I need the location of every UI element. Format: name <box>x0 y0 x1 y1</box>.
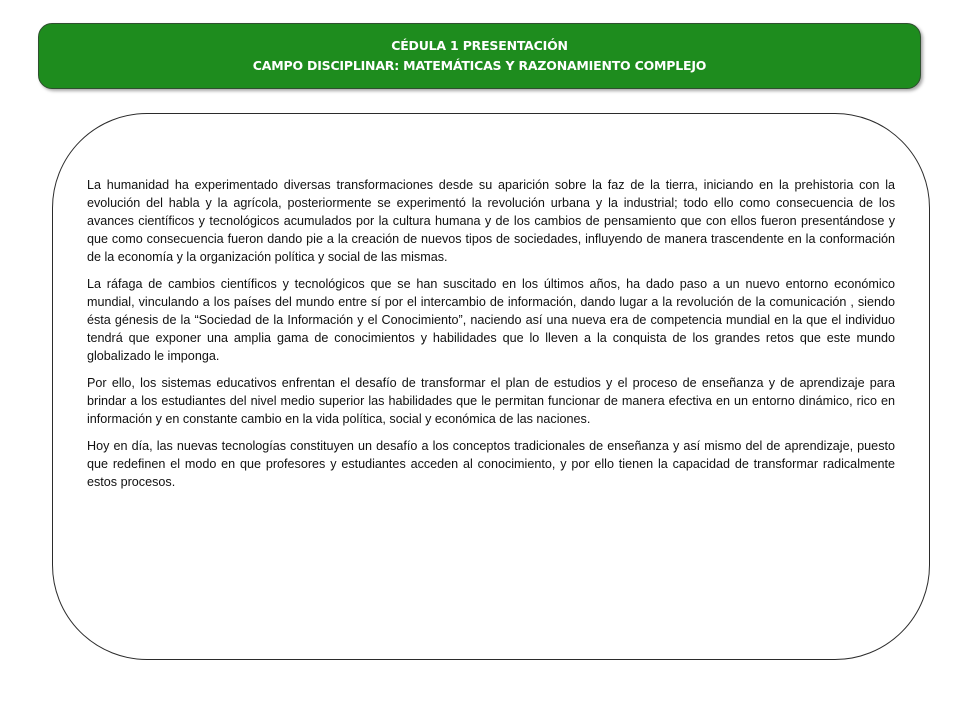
header-banner <box>38 23 921 89</box>
paragraph-3: Por ello, los sistemas educativos enfrentan el desafío de transformar el plan de estudios y el proceso de enseñanza y de aprendizaje para brindar a los estudiantes del nivel medio superior las habilidades que le permitan funcionar de manera efectiva en un entorno dinámico, rico en información y en constante cambio en la vida política, social y económica de las naciones. <box>87 376 895 426</box>
paragraph-2: La ráfaga de cambios científicos y tecnológicos que se han suscitado en los últimos años, ha dado paso a un nuevo entorno económico mundial, vinculando a los países del mundo entre sí por el intercambio de información, dando lugar a la revolución de la comunicación , siendo ésta génesis de la “Sociedad de la Información y el Conocimiento”, naciendo así una nueva era de competencia mundial en la que el individuo tendrá que exponer una amplia gama de conocimientos y habilidades que lo lleven a la conquista de los grandes retos que este mundo globalizado le imponga. <box>87 277 895 363</box>
content-text <box>87 176 895 500</box>
header-title: CÉDULA 1 PRESENTACIÓN <box>391 38 568 53</box>
paragraph-1: La humanidad ha experimentado diversas transformaciones desde su aparición sobre la faz de la tierra, iniciando en la prehistoria con la evolución del habla y la agrícola, posteriormente se experimentó la revolución urbana y la industrial; todo ello como consecuencia de los avances científicos y tecnológicos acumulados por la cultura humana y de los cambios de pensamiento que con ellos fueron presentándose y que como consecuencia fueron dando pie a la creación de nuevos tipos de sociedades, influyendo de manera trascendente en la conformación de la economía y la organización política y social de las mismas. <box>87 178 895 264</box>
header-subtitle: CAMPO DISCIPLINAR: MATEMÁTICAS Y RAZONAMIENTO COMPLEJO <box>252 58 707 73</box>
paragraph-4: Hoy en día, las nuevas tecnologías constituyen un desafío a los conceptos tradicionales de enseñanza y así mismo del de aprendizaje, puesto que redefinen el modo en que profesores y estudiantes acceden al conocimiento, y por ello tienen la capacidad de transformar radicalmente estos procesos. <box>87 439 895 489</box>
